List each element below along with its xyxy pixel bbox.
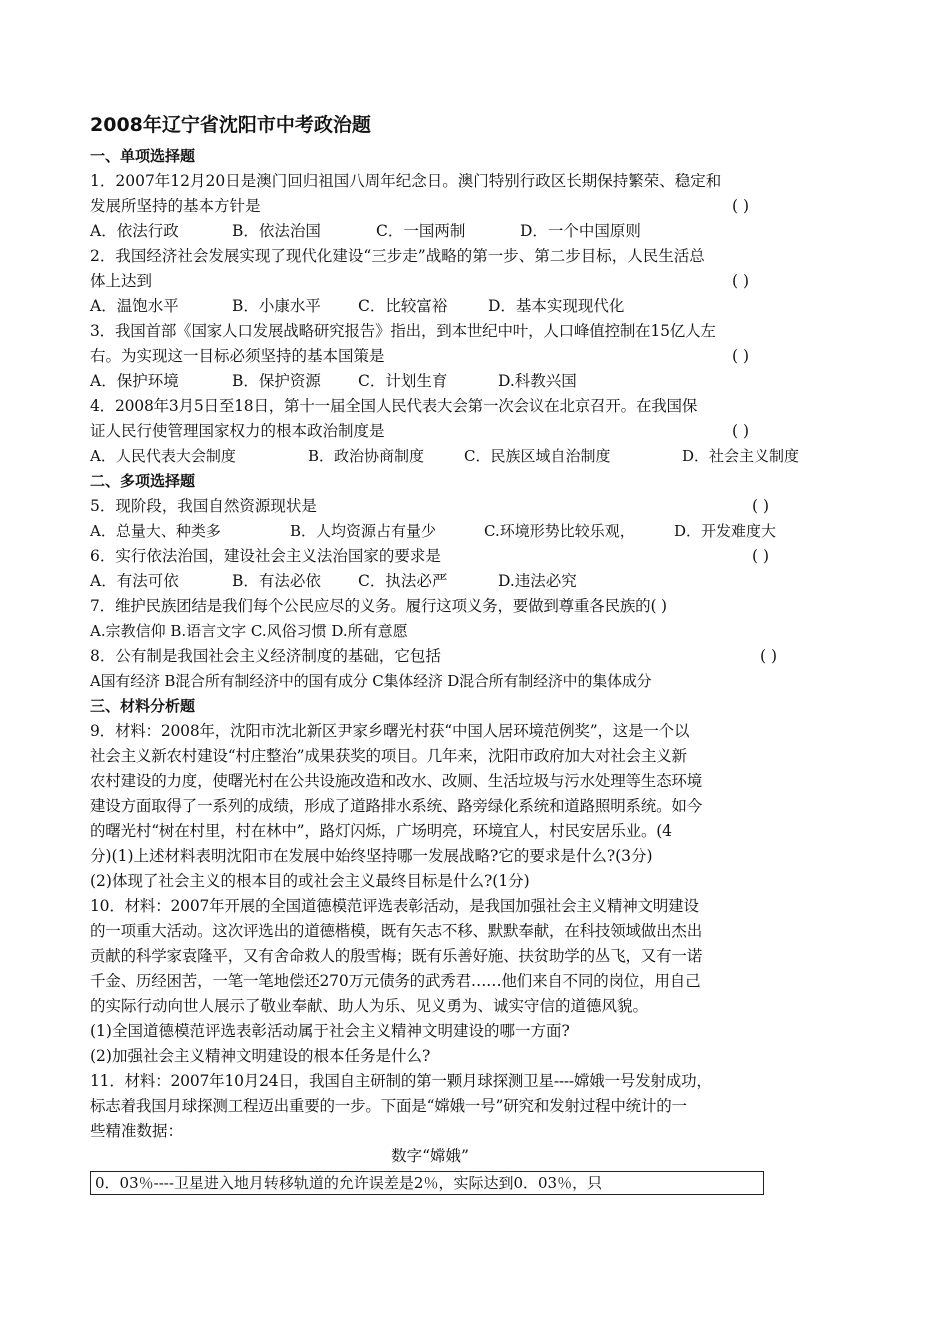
option-c: C．执法必严 xyxy=(358,572,448,590)
question-8-options: A国有经济 B混合所有制经济中的国有成分 C集体经济 D混合所有制经济中的集体成分 xyxy=(90,672,652,690)
option-a: A．总量大、种类多 xyxy=(90,522,221,540)
question-5-line-1 xyxy=(90,494,870,519)
question-7-options: A.宗教信仰 B.语言文字 C.风俗习惯 D.所有意愿 xyxy=(90,622,408,640)
option-d: D．一个中国原则 xyxy=(520,222,641,240)
question-10-line: 的实际行动向世人展示了敬业奉献、助人为乐、见义勇为、诚实守信的道德风貌。 xyxy=(90,997,649,1015)
question-3-stem-end: 右。为实现这一目标必须坚持的基本国策是 xyxy=(90,347,385,365)
question-6-options xyxy=(90,569,870,594)
question-10-line: (1)全国道德模范评选表彰活动属于社会主义精神文明建设的哪一方面? xyxy=(90,1022,570,1040)
question-8-stem: 8．公有制是我国社会主义经济制度的基础，它包括 xyxy=(90,647,441,665)
option-a: A．依法行政 xyxy=(90,222,179,240)
question-9-line: 9．材料：2008年，沈阳市沈北新区尹家乡曙光村获“中国人居环境范例奖”，这是一个以 xyxy=(90,722,690,740)
option-a: A．保护环境 xyxy=(90,372,179,390)
question-9-line: 农村建设的力度，使曙光村在公共设施改造和改水、改厕、生活垃圾与污水处理等生态环境 xyxy=(90,772,703,790)
section-heading-multiple-choice: 二、多项选择题 xyxy=(90,472,196,490)
option-c: C．民族区域自治制度 xyxy=(464,447,611,465)
question-9-line: 建设方面取得了一系列的成绩，形成了道路排水系统、路旁绿化系统和道路照明系统。如今 xyxy=(90,797,703,815)
option-b: B．小康水平 xyxy=(232,297,321,315)
question-9-line: (2)体现了社会主义的根本目的或社会主义最终目标是什么?(1分) xyxy=(90,872,530,890)
question-11-line: 11．材料：2007年10月24日，我国自主研制的第一颗月球探测卫星----嫦娥一号发射成功， xyxy=(90,1072,712,1090)
option-b: B．政治协商制度 xyxy=(308,447,425,465)
option-d: D．社会主义制度 xyxy=(682,447,800,465)
question-11-line: 标志着我国月球探测工程迈出重要的一步。下面是“嫦娥一号”研究和发射过程中统计的一 xyxy=(90,1097,687,1115)
option-b: B．有法必依 xyxy=(232,572,321,590)
option-c: C．一国两制 xyxy=(376,222,466,240)
question-4-line-2 xyxy=(90,419,870,444)
question-1-stem-end: 发展所坚持的基本方针是 xyxy=(90,197,261,215)
option-c: C.环境形势比较乐观， xyxy=(484,522,635,540)
option-b: B．依法治国 xyxy=(232,222,321,240)
question-3-options xyxy=(90,369,870,394)
option-d: D．开发难度大 xyxy=(674,522,777,540)
question-9-line: 分)(1)上述材料表明沈阳市在发展中始终坚持哪一发展战略?它的要求是什么?(3分) xyxy=(90,847,653,865)
answer-blank: ( ) xyxy=(732,422,750,440)
option-a: A．人民代表大会制度 xyxy=(90,447,236,465)
section-heading-material-analysis: 三、材料分析题 xyxy=(90,697,196,715)
question-5-options xyxy=(90,519,870,544)
answer-blank: ( ) xyxy=(752,497,770,515)
answer-blank: ( ) xyxy=(752,547,770,565)
exam-page xyxy=(90,110,870,1195)
question-2-line-2 xyxy=(90,269,870,294)
section-heading-single-choice: 一、单项选择题 xyxy=(90,147,196,165)
question-1-line-1: 1．2007年12月20日是澳门回归祖国八周年纪念日。澳门特别行政区长期保持繁荣、稳定和 xyxy=(90,172,722,190)
question-9-material xyxy=(90,719,870,894)
question-11-line: 些精准数据： xyxy=(90,1122,184,1140)
question-8-line-1 xyxy=(90,644,870,669)
question-10-line: 的一项重大活动。这次评选出的道德楷模，既有矢志不移、默默奉献，在科技领域做出杰出 xyxy=(90,922,703,940)
question-9-line: 的曙光村“树在村里，村在林中”，路灯闪烁，广场明亮，环境宜人，村民安居乐业。(4 xyxy=(90,822,672,840)
question-6-stem: 6．实行依法治国，建设社会主义法治国家的要求是 xyxy=(90,547,441,565)
question-10-material xyxy=(90,894,870,1069)
option-b: B．人均资源占有量少 xyxy=(290,522,437,540)
answer-blank: ( ) xyxy=(732,272,750,290)
table-caption: 数字“嫦娥” xyxy=(391,1147,469,1165)
option-a: A．温饱水平 xyxy=(90,297,179,315)
page-title: 2008年辽宁省沈阳市中考政治题 xyxy=(90,114,371,136)
question-9-line: 社会主义新农村建设“村庄整治”成果获奖的项目。几年来，沈阳市政府加大对社会主义新 xyxy=(90,747,687,765)
answer-blank: ( ) xyxy=(760,647,778,665)
question-2-line-1: 2．我国经济社会发展实现了现代化建设“三步走”战略的第一步、第二步目标，人民生活总 xyxy=(90,247,705,265)
question-4-options xyxy=(90,444,870,469)
option-b: B．保护资源 xyxy=(232,372,321,390)
question-4-line-1: 4．2008年3月5日至18日，第十一届全国人民代表大会第一次会议在北京召开。在我国保 xyxy=(90,397,698,415)
question-10-line: (2)加强社会主义精神文明建设的根本任务是什么? xyxy=(90,1047,431,1065)
question-10-line: 千金、历经困苦，一笔一笔地偿还270万元债务的武秀君……他们来自不同的岗位，用自己 xyxy=(90,972,701,990)
option-a: A．有法可依 xyxy=(90,572,179,590)
option-d: D．基本实现现代化 xyxy=(488,297,625,315)
question-3-line-1: 3．我国首部《国家人口发展战略研究报告》指出，到本世纪中叶，人口峰值控制在15亿人左 xyxy=(90,322,716,340)
question-2-stem-end: 体上达到 xyxy=(90,272,153,290)
question-10-line: 贡献的科学家袁隆平，又有舍命救人的殷雪梅；既有乐善好施、扶贫助学的丛飞，又有一诺 xyxy=(90,947,703,965)
question-6-line-1 xyxy=(90,544,870,569)
question-1-line-2 xyxy=(90,194,870,219)
question-4-stem-end: 证人民行使管理国家权力的根本政治制度是 xyxy=(90,422,385,440)
question-11-material xyxy=(90,1069,870,1144)
question-5-stem: 5．现阶段，我国自然资源现状是 xyxy=(90,497,317,515)
question-10-line: 10．材料：2007年开展的全国道德模范评选表彰活动，是我国加强社会主义精神文明建设 xyxy=(90,897,699,915)
question-7-line-1: 7．维护民族团结是我们每个公民应尽的义务。履行这项义务，要做到尊重各民族的( ) xyxy=(90,597,667,615)
question-1-options xyxy=(90,219,870,244)
option-c: C．比较富裕 xyxy=(358,297,448,315)
answer-blank: ( ) xyxy=(732,197,750,215)
question-3-line-2 xyxy=(90,344,870,369)
question-2-options xyxy=(90,294,870,319)
answer-blank: ( ) xyxy=(732,347,750,365)
option-d: D.科教兴国 xyxy=(498,372,577,390)
option-d: D.违法必究 xyxy=(498,572,577,590)
option-c: C．计划生育 xyxy=(358,372,448,390)
data-table-row: 0．03％----卫星进入地月转移轨道的允许误差是2％，实际达到0．03％，只 xyxy=(90,1171,764,1195)
